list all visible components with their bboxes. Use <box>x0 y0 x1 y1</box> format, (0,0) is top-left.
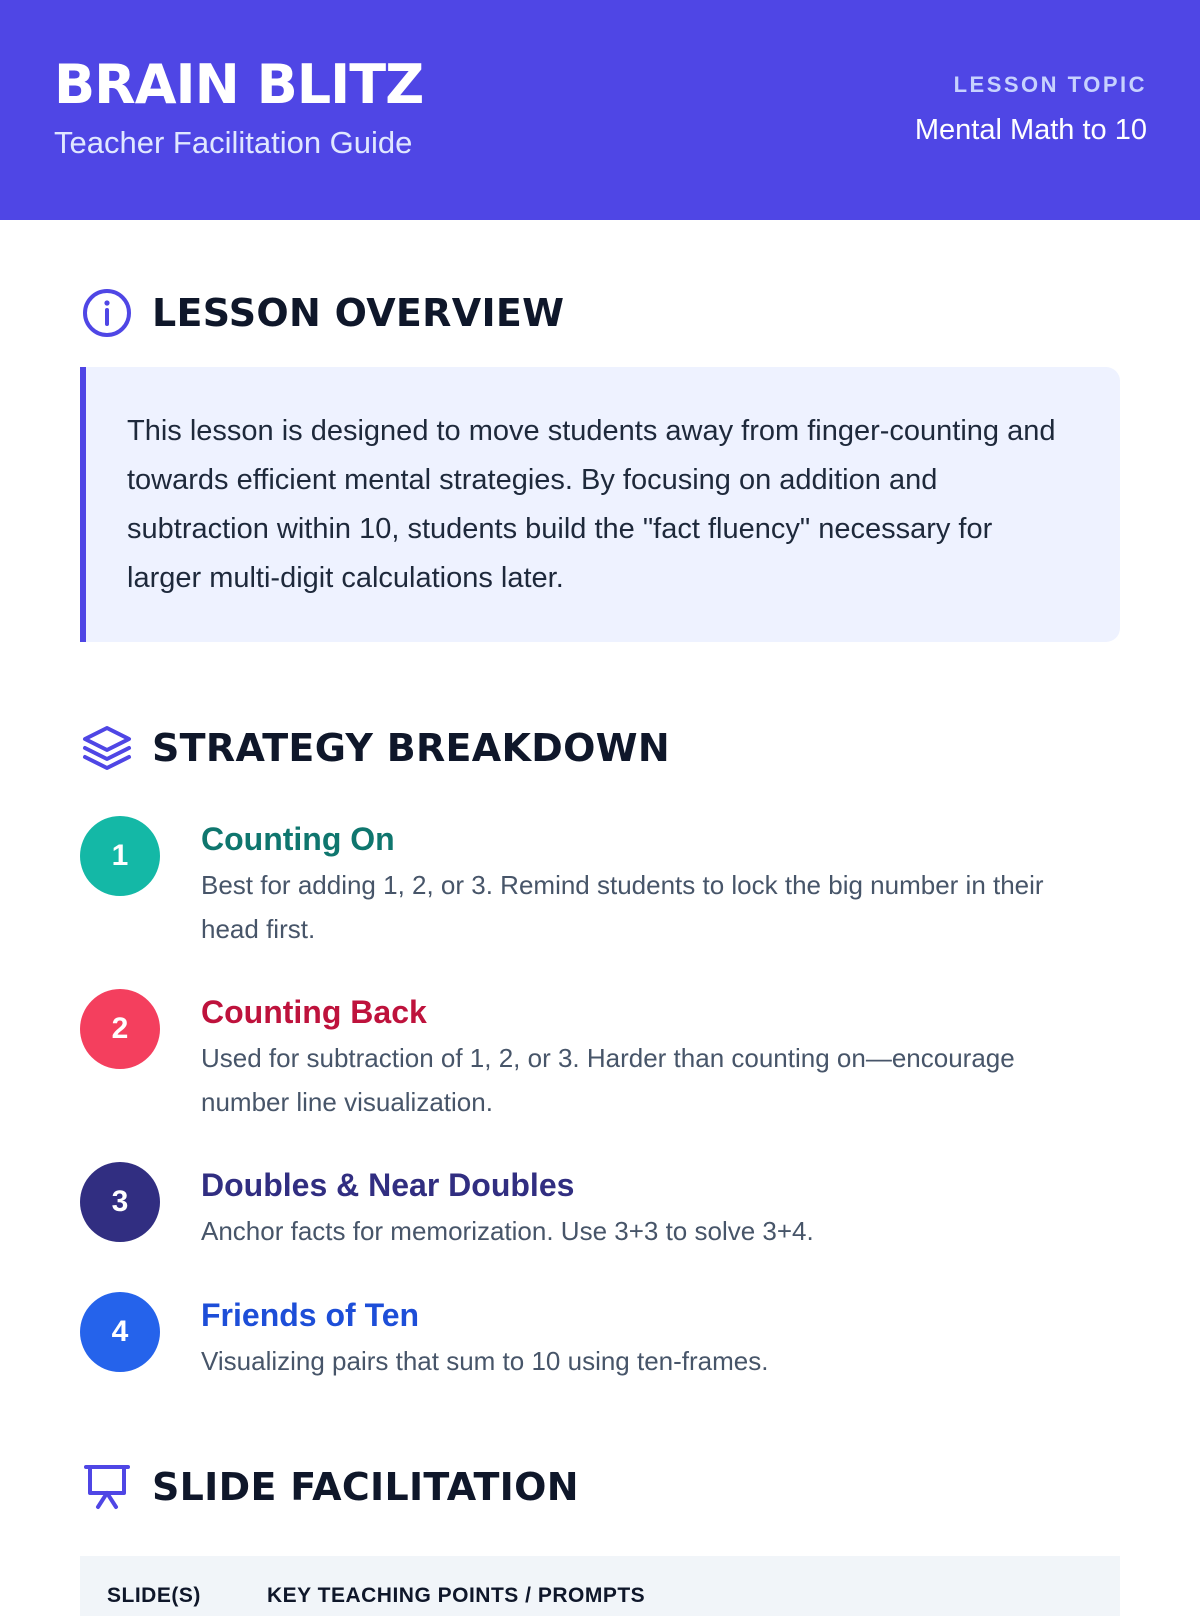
strategy-description: Best for adding 1, 2, or 3. Remind students to lock the big number in their head first. <box>201 870 1044 944</box>
presentation-icon <box>80 1460 134 1514</box>
overview-title: LESSON OVERVIEW <box>152 291 565 335</box>
page-header <box>0 0 1200 220</box>
strategy-name: Friends of Ten <box>201 1297 420 1333</box>
info-icon <box>80 286 134 340</box>
strategy-number-badge: 3 <box>80 1162 160 1242</box>
overview-callout <box>80 367 1120 642</box>
strategy-number-badge: 2 <box>80 989 160 1069</box>
slides-title: SLIDE FACILITATION <box>152 1465 579 1509</box>
column-header-slides: SLIDE(S) <box>107 1584 201 1607</box>
column-header-teaching-points: KEY TEACHING POINTS / PROMPTS <box>267 1584 646 1607</box>
strategy-number-badge: 4 <box>80 1292 160 1372</box>
strategy-description: Visualizing pairs that sum to 10 using ten-frames. <box>201 1346 769 1376</box>
topic-label: LESSON TOPIC <box>953 72 1147 97</box>
slides-table <box>80 1556 1120 1616</box>
strategy-description: Used for subtraction of 1, 2, or 3. Harder than counting on—encourage number line visualization. <box>201 1043 1015 1117</box>
strategy-title: STRATEGY BREAKDOWN <box>152 726 670 770</box>
overview-heading <box>80 286 564 340</box>
overview-text: This lesson is designed to move students away from finger-counting and towards efficient mental strategies. By focusing on addition and subtraction within 10, students build the "fact fluency" necessary for larger multi-digit calculations later. <box>127 415 1056 594</box>
strategy-name: Counting Back <box>201 994 427 1030</box>
topic-value: Mental Math to 10 <box>914 114 1147 146</box>
strategy-description: Anchor facts for memorization. Use 3+3 to solve 3+4. <box>201 1216 814 1246</box>
strategy-number-badge: 1 <box>80 816 160 896</box>
brand-subtitle: Teacher Facilitation Guide <box>54 125 413 160</box>
strategy-name: Doubles & Near Doubles <box>201 1167 575 1203</box>
strategy-heading <box>80 721 670 775</box>
strategy-name: Counting On <box>201 821 395 857</box>
slides-heading <box>80 1460 579 1514</box>
layers-icon <box>80 721 134 775</box>
brand-title: BRAIN BLITZ <box>54 53 424 116</box>
